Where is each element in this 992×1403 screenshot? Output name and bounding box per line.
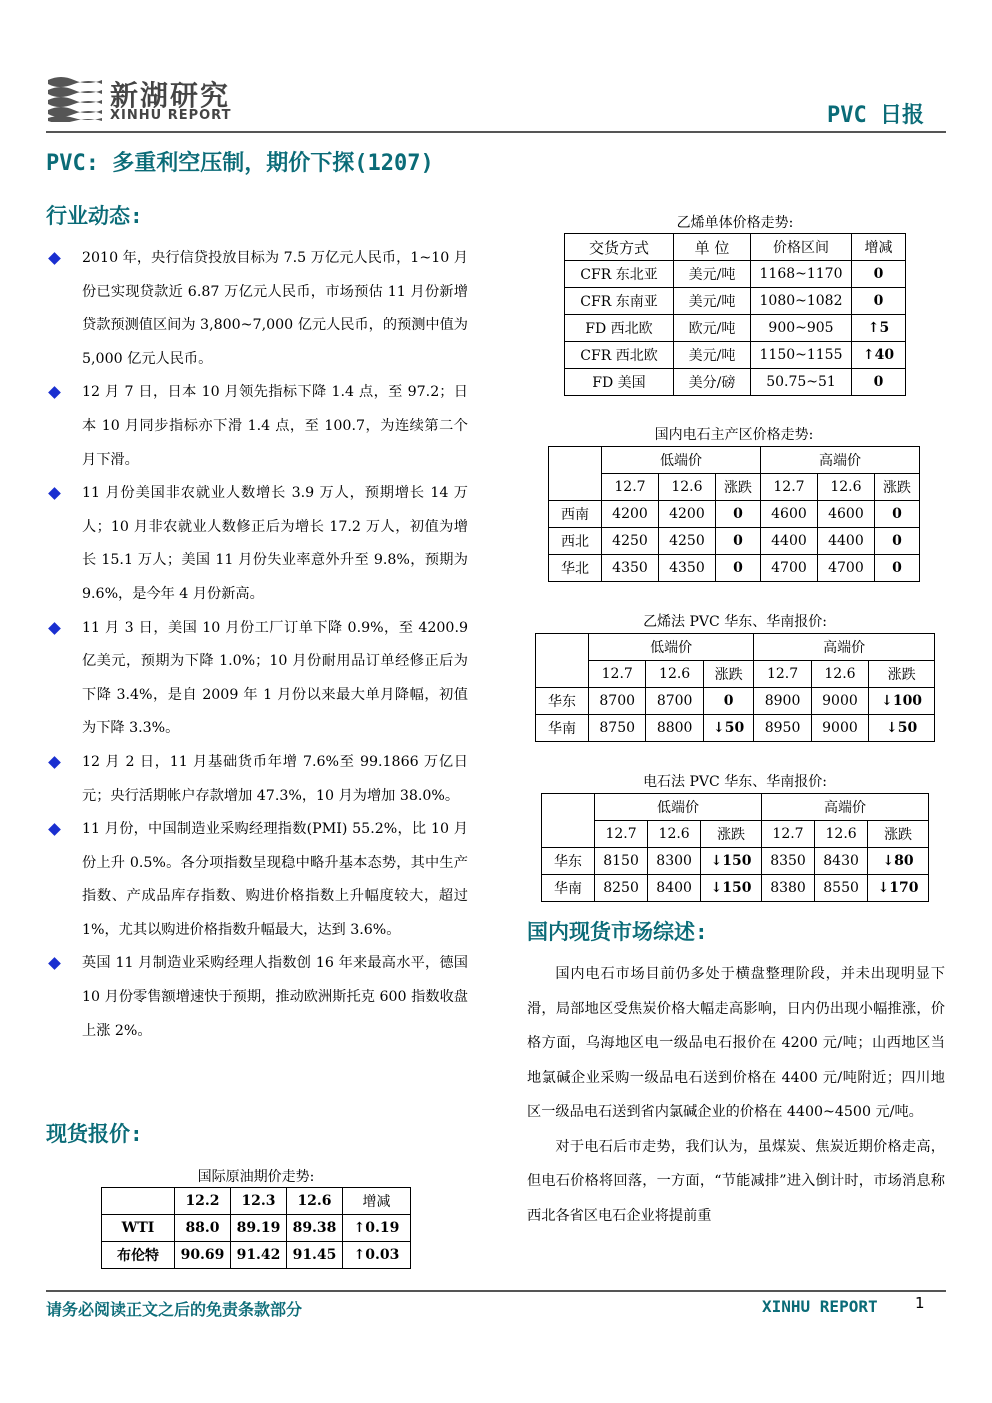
section-title-domestic-spot: 国内现货市场综述: bbox=[527, 920, 708, 944]
section-title-spot-price: 现货报价: bbox=[46, 1122, 143, 1146]
table-row: 华东 8150 8300 ↓150 8350 8430 ↓80 bbox=[542, 848, 929, 875]
section-title-industry: 行业动态: bbox=[46, 204, 143, 228]
table-row: 西南 4200 4200 0 4600 4600 0 bbox=[549, 501, 920, 528]
ethylene-table-caption: 乙烯单体价格走势: bbox=[676, 215, 794, 231]
table-row: 12.7 12.6 涨跌 12.7 12.6 涨跌 bbox=[542, 821, 929, 848]
bullet-diamond-icon bbox=[48, 487, 61, 500]
table-row: 布伦特 90.69 91.42 91.45 ↑0.03 bbox=[102, 1242, 411, 1269]
table-row: 华南 8250 8400 ↓150 8380 8550 ↓170 bbox=[542, 875, 929, 902]
oil-price-table bbox=[101, 1187, 411, 1269]
table-row: FD 西北欧 欧元/吨 900~905 ↑5 bbox=[565, 315, 906, 342]
table-row: 低端价 高端价 bbox=[549, 447, 920, 474]
list-item: 11 月份美国非农就业人数增长 3.9 万人，预期增长 14 万人；10 月非农就业人数修正后为增长 17.2 万人，初值为增长 15.1 万人；美国 11 月份失业率意外升至 9.8%，预期为 9.6%，是今年 4 月份新高。 bbox=[46, 477, 468, 611]
table-row: 12.2 12.3 12.6 增减 bbox=[102, 1188, 411, 1215]
xinhu-logo-icon bbox=[46, 74, 104, 122]
carbide-pvc-table-caption: 电石法 PVC 华东、华南报价: bbox=[643, 774, 827, 790]
ethylene-price-table bbox=[564, 233, 906, 396]
table-row: 华北 4350 4350 0 4700 4700 0 bbox=[549, 555, 920, 582]
table-row: 交货方式 单 位 价格区间 增减 bbox=[565, 234, 906, 261]
footer-divider bbox=[46, 1290, 946, 1292]
report-type: PVC 日报 bbox=[827, 103, 924, 128]
disclaimer-note: 请务必阅读正文之后的免责条款部分 bbox=[46, 1300, 303, 1319]
table-row: CFR 东北亚 美元/吨 1168~1170 0 bbox=[565, 261, 906, 288]
header-divider bbox=[46, 131, 946, 133]
page-number: 1 bbox=[915, 1294, 925, 1312]
list-item: 2010 年，央行信贷投放目标为 7.5 万亿元人民币，1~10 月份已实现贷款近 6.87 万亿元人民币，市场预估 11 月份新增贷款预测值区间为 3,800~7,000 亿元人民币，的预测中值为 5,000 亿元人民币。 bbox=[46, 242, 468, 376]
list-item: 11 月 3 日，美国 10 月份工厂订单下降 0.9%，至 4200.9 亿美元，预期为下降 1.0%；10 月份耐用品订单经修正后为下降 3.4%，是自 2009 年 1 月份以来最大单月降幅，初值为下降 3.3%。 bbox=[46, 612, 468, 746]
table-row: 华东 8700 8700 0 8900 9000 ↓100 bbox=[536, 688, 935, 715]
carbide-pvc-price-table bbox=[541, 793, 929, 902]
table-row: CFR 西北欧 美元/吨 1150~1155 ↑40 bbox=[565, 342, 906, 369]
logo-text-en: XINHU REPORT bbox=[110, 108, 232, 123]
bullet-diamond-icon bbox=[48, 387, 61, 400]
logo-text-cn: 新湖研究 bbox=[110, 79, 231, 112]
page-title: PVC: 多重利空压制，期价下探(1207) bbox=[46, 151, 434, 176]
bullet-diamond-icon bbox=[48, 823, 61, 836]
oil-table-caption: 国际原油期价走势: bbox=[197, 1169, 315, 1185]
list-item: 12 月 7 日，日本 10 月领先指标下降 1.4 点，至 97.2；日本 10 月同步指标亦下滑 1.4 点，至 100.7，为连续第二个月下滑。 bbox=[46, 376, 468, 477]
table-row: 12.7 12.6 涨跌 12.7 12.6 涨跌 bbox=[536, 661, 935, 688]
bullet-diamond-icon bbox=[48, 622, 61, 635]
paragraph: 国内电石市场目前仍多处于横盘整理阶段，并未出现明显下滑，局部地区受焦炭价格大幅走高影响，日内仍出现小幅推涨，价格方面，乌海地区电一级品电石报价在 4200 元/吨；山西地区当地氯碱企业采购一级品电石送到价格在 4400 元/吨附近；四川地区一级品电石送到省内氯碱企业的价格在 4400~4500 元/吨。 bbox=[527, 966, 945, 1120]
table-row: 12.7 12.6 涨跌 12.7 12.6 涨跌 bbox=[549, 474, 920, 501]
table-row: 低端价 高端价 bbox=[536, 634, 935, 661]
list-item: 12 月 2 日，11 月基础货币年增 7.6%至 99.1866 万亿日元；央行活期帐户存款增加 47.3%，10 月为增加 38.0%。 bbox=[46, 746, 468, 813]
table-row: 西北 4250 4250 0 4400 4400 0 bbox=[549, 528, 920, 555]
table-row: CFR 东南亚 美元/吨 1080~1082 0 bbox=[565, 288, 906, 315]
bullet-diamond-icon bbox=[48, 958, 61, 971]
bullet-diamond-icon bbox=[48, 756, 61, 769]
footer-brand: XINHU REPORT bbox=[762, 1297, 878, 1316]
table-row: 华南 8750 8800 ↓50 8950 9000 ↓50 bbox=[536, 715, 935, 742]
ethylene-pvc-table-caption: 乙烯法 PVC 华东、华南报价: bbox=[643, 614, 827, 630]
table-row: FD 美国 美分/磅 50.75~51 0 bbox=[565, 369, 906, 396]
bullet-diamond-icon bbox=[48, 252, 61, 265]
carbide-price-table bbox=[548, 446, 920, 582]
industry-news-list bbox=[46, 242, 468, 1048]
ethylene-pvc-price-table bbox=[535, 633, 935, 742]
carbide-table-caption: 国内电石主产区价格走势: bbox=[654, 427, 814, 443]
domestic-spot-text bbox=[527, 957, 945, 1233]
table-row: 低端价 高端价 bbox=[542, 794, 929, 821]
list-item: 11 月份，中国制造业采购经理指数(PMI) 55.2%，比 10 月份上升 0.5%。各分项指数呈现稳中略升基本态势，其中生产指数、产成品库存指数、购进价格指数上升幅度较大，超过 1%，尤其以购进价格指数升幅最大，达到 3.6%。 bbox=[46, 813, 468, 947]
paragraph: 对于电石后市走势，我们认为，虽煤炭、焦炭近期价格走高，但电石价格将回落，一方面，“节能减排”进入倒计时，市场消息称西北各省区电石企业将提前重 bbox=[527, 1138, 945, 1224]
table-row: WTI 88.0 89.19 89.38 ↑0.19 bbox=[102, 1215, 411, 1242]
list-item: 英国 11 月制造业采购经理人指数创 16 年来最高水平，德国 10 月份零售额增速快于预期，推动欧洲斯托克 600 指数收盘上涨 2%。 bbox=[46, 947, 468, 1048]
